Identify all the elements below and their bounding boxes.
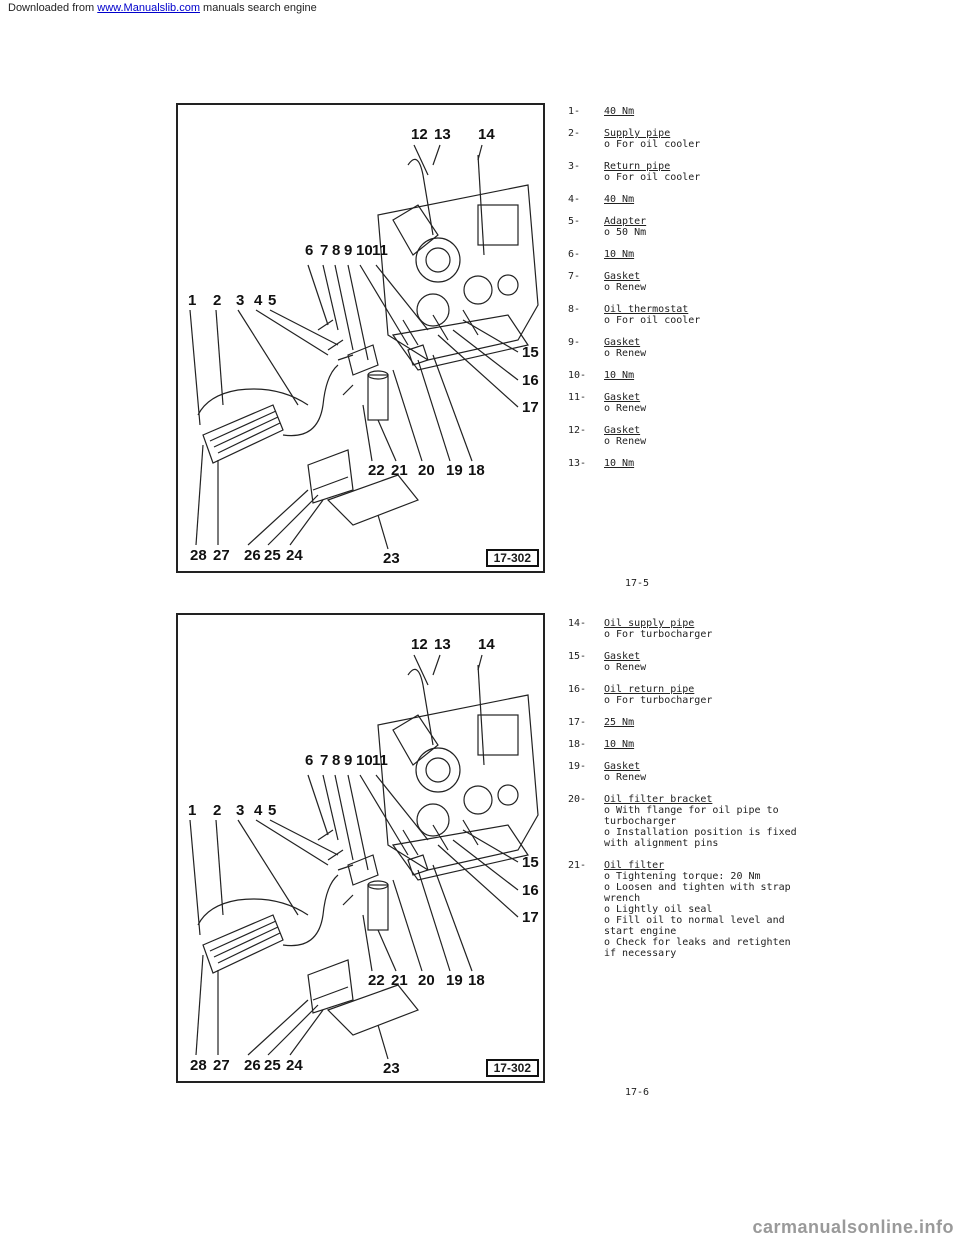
legend-item [568,304,808,326]
part-label: 17 [522,909,539,926]
part-label: 15 [522,344,539,361]
legend-item [568,128,808,150]
legend-item-number: 11- [568,392,587,403]
legend-item-note: o For oil cooler [604,315,701,326]
legend-item-name: 10 Nm [604,739,635,750]
part-label: 26 [244,547,261,564]
legend-item [568,271,808,293]
part-label: 14 [478,636,495,653]
part-label: 7 [320,242,329,259]
part-label: 16 [522,372,539,389]
legend-item [568,161,808,183]
figure-reference: 17-302 [486,549,539,567]
legend-item [568,425,808,447]
legend-item-name: 10 Nm [604,249,635,260]
legend-item-note: o Installation position is fixed with alignment pins [604,827,797,849]
legend-item-note: o Tightening torque: 20 Nm [604,871,761,882]
legend-item-note: o Loosen and tighten with strap wrench [604,882,791,904]
part-label: 17 [522,399,539,416]
part-label: 24 [286,547,303,564]
legend-item-number: 13- [568,458,587,469]
manualslib-link[interactable]: www.Manualslib.com [97,2,200,14]
legend-item-name: Oil thermostat [604,304,689,315]
legend-item [568,684,808,706]
legend-item-number: 14- [568,618,587,629]
legend-item [568,794,808,849]
legend-item-name: 10 Nm [604,370,635,381]
exploded-diagram-top [176,103,545,573]
legend-item-note: o Renew [604,662,647,673]
part-label: 2 [213,292,222,309]
legend-item-number: 7- [568,271,581,282]
legend-item-note: o Renew [604,282,647,293]
legend-item [568,392,808,414]
legend-item-note: o Renew [604,403,647,414]
part-label: 12 [411,126,428,143]
download-header [8,2,317,14]
part-label: 18 [468,972,485,989]
part-label: 9 [344,752,353,769]
part-label: 15 [522,854,539,871]
legend-item [568,194,808,205]
legend-item-name: Supply pipe [604,128,671,139]
part-label: 28 [190,547,207,564]
part-label: 21 [391,462,408,479]
part-label: 26 [244,1057,261,1074]
legend-item [568,618,808,640]
legend-item [568,739,808,750]
legend-item [568,717,808,728]
diagram-svg [178,105,543,571]
legend-item-number: 6- [568,249,581,260]
part-label: 18 [468,462,485,479]
part-label: 3 [236,292,245,309]
part-label: 8 [332,242,341,259]
part-label: 25 [264,1057,281,1074]
part-label: 20 [418,972,435,989]
part-label: 12 [411,636,428,653]
legend-item-number: 16- [568,684,587,695]
part-label: 27 [213,547,230,564]
legend-item-name: Gasket [604,425,641,436]
legend-item-number: 17- [568,717,587,728]
part-label: 13 [434,126,451,143]
part-label: 14 [478,126,495,143]
part-label: 7 [320,752,329,769]
legend-item [568,860,808,959]
legend-item-number: 3- [568,161,581,172]
legend-item-name: Gasket [604,337,641,348]
legend-item-number: 5- [568,216,581,227]
legend-item-number: 15- [568,651,587,662]
legend-item-number: 21- [568,860,587,871]
part-label: 10 [356,752,373,769]
part-label: 3 [236,802,245,819]
part-label: 27 [213,1057,230,1074]
part-label: 4 [254,292,263,309]
legend-item [568,761,808,783]
part-label: 4 [254,802,263,819]
legend-item-number: 1- [568,106,581,117]
part-label: 5 [268,292,277,309]
header-suffix: manuals search engine [203,2,317,14]
legend-item-number: 19- [568,761,587,772]
legend-item-note: o For turbocharger [604,695,713,706]
legend-item-name: Gasket [604,651,641,662]
part-label: 28 [190,1057,207,1074]
watermark: carmanualsonline.info [752,1217,954,1237]
legend-item [568,337,808,359]
part-label: 23 [383,550,400,567]
part-label: 10 [356,242,373,259]
legend-item-number: 20- [568,794,587,805]
legend-item-name: 10 Nm [604,458,635,469]
legend-item-number: 12- [568,425,587,436]
part-label: 24 [286,1057,303,1074]
legend-item-note: o For oil cooler [604,172,701,183]
legend-item-name: Gasket [604,392,641,403]
parts-legend-17-6 [568,618,808,970]
legend-item-note: o 50 Nm [604,227,647,238]
legend-item-number: 18- [568,739,587,750]
legend-item [568,249,808,260]
legend-item-name: Oil return pipe [604,684,695,695]
legend-item-name: Oil filter bracket [604,794,713,805]
part-label: 11 [372,242,388,259]
legend-item-name: 40 Nm [604,194,635,205]
header-prefix: Downloaded from [8,2,95,14]
part-label: 1 [188,802,197,819]
part-label: 19 [446,972,463,989]
legend-item-name: Gasket [604,271,641,282]
legend-item-note: o Renew [604,348,647,359]
part-label: 1 [188,292,197,309]
part-label: 25 [264,547,281,564]
part-label: 6 [305,752,314,769]
legend-item-number: 2- [568,128,581,139]
legend-item [568,370,808,381]
part-label: 2 [213,802,222,819]
legend-item-name: 40 Nm [604,106,635,117]
legend-item-name: Gasket [604,761,641,772]
part-label: 20 [418,462,435,479]
part-label: 22 [368,462,385,479]
legend-item-note: o Renew [604,772,647,783]
legend-item [568,458,808,469]
legend-item-note: o For turbocharger [604,629,713,640]
engine-line-art [190,655,538,1059]
part-label: 11 [372,752,388,769]
part-label: 19 [446,462,463,479]
part-label: 16 [522,882,539,899]
legend-item-name: Oil filter [604,860,665,871]
legend-item [568,106,808,117]
page-number-17-5: 17-5 [625,578,650,589]
legend-item-number: 8- [568,304,581,315]
legend-item-number: 4- [568,194,581,205]
part-label: 21 [391,972,408,989]
engine-line-art [190,145,538,549]
diagram-svg [178,615,543,1081]
page-number-17-6: 17-6 [625,1087,650,1098]
part-label: 23 [383,1060,400,1077]
figure-reference: 17-302 [486,1059,539,1077]
part-label: 9 [344,242,353,259]
legend-item-note: o Renew [604,436,647,447]
part-label: 5 [268,802,277,819]
legend-item-name: Adapter [604,216,647,227]
legend-item-note: o For oil cooler [604,139,701,150]
legend-item-note: o Check for leaks and retighten if necessary [604,937,791,959]
part-label: 8 [332,752,341,769]
part-label: 6 [305,242,314,259]
legend-item-number: 9- [568,337,581,348]
part-label: 22 [368,972,385,989]
part-label: 13 [434,636,451,653]
legend-item [568,651,808,673]
exploded-diagram-bottom [176,613,545,1083]
legend-item-note: o Lightly oil seal [604,904,713,915]
parts-legend-17-5 [568,106,808,480]
legend-item-number: 10- [568,370,587,381]
legend-item-note: o With flange for oil pipe to turbocharger [604,805,779,827]
legend-item [568,216,808,238]
legend-item-note: o Fill oil to normal level and start engine [604,915,785,937]
legend-item-name: 25 Nm [604,717,635,728]
legend-item-name: Return pipe [604,161,671,172]
legend-item-name: Oil supply pipe [604,618,695,629]
